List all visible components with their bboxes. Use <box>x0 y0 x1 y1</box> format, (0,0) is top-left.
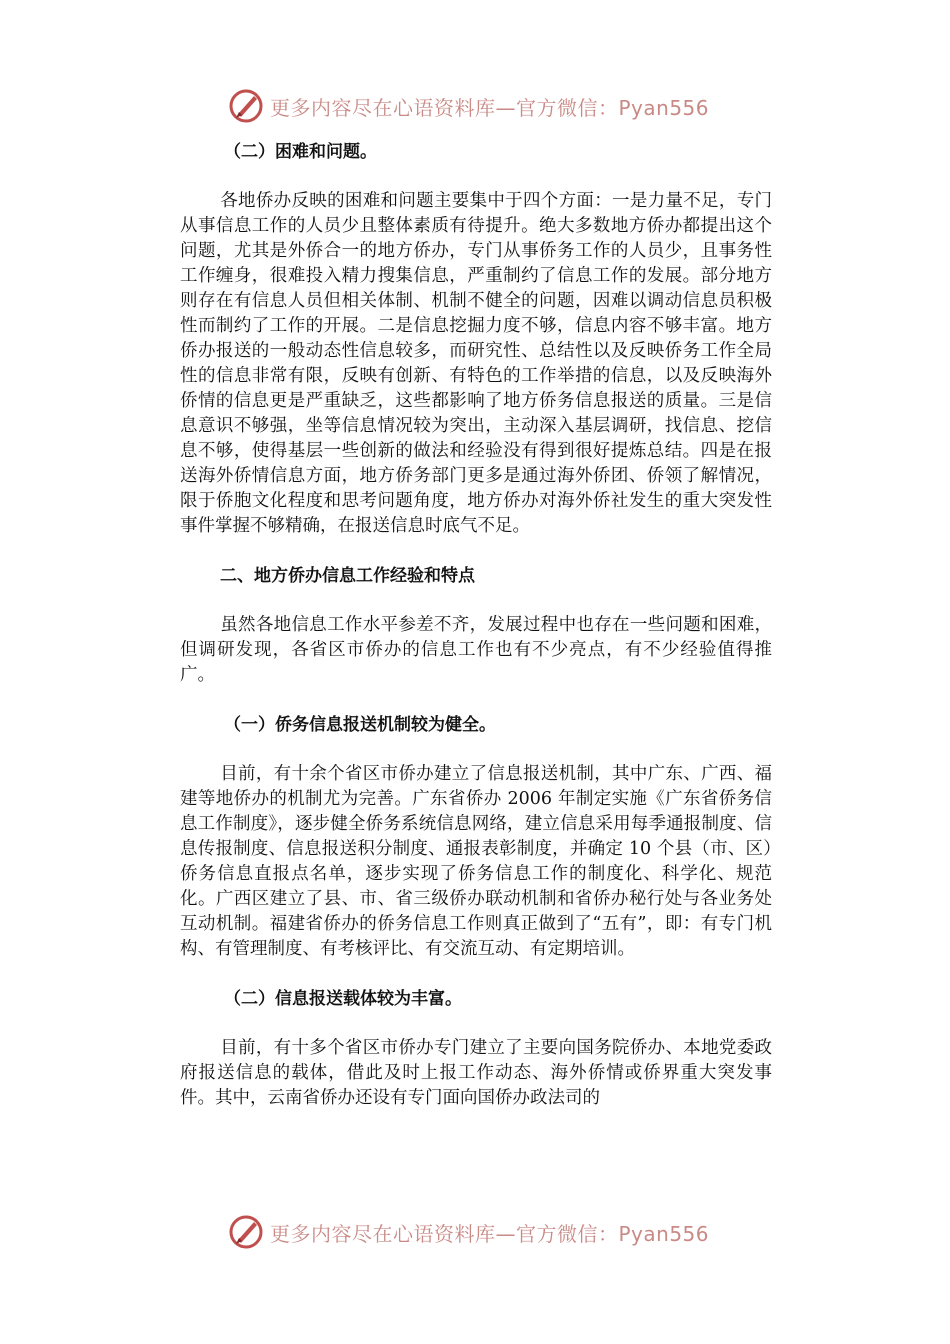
watermark-text: 更多内容尽在心语资料库—官方微信：Pyan556 <box>270 95 710 120</box>
document-body <box>180 140 772 1111</box>
section-heading-experience: 二、地方侨办信息工作经验和特点 <box>220 566 475 586</box>
pen-seal-icon <box>228 88 264 124</box>
section-heading-difficulties: （二）困难和问题。 <box>224 142 377 162</box>
paragraph-mechanism: 目前，有十余个省区市侨办建立了信息报送机制，其中广东、广西、福建等地侨办的机制尤为完善。广东省侨办 2006 年制定实施《广东省侨务信息工作制度》，逐步健全侨务系统信息网络，建立信息采用每季通报制度、信息传报制度、信息报送积分制度、通报表彰制度，并确定 10 个县（市、区）侨务信息直报点名单，逐步实现了侨务信息工作的制度化、科学化、规范化。广西区建立了县、市、省三级侨办联动机制和省侨办秘行处与各业务处互动机制。福建省侨办的侨务信息工作则真正做到了“五有”，即：有专门机构、有管理制度、有考核评比、有交流互动、有定期培训。 <box>180 764 772 959</box>
watermark-top <box>228 86 709 126</box>
section-heading-carriers: （二）信息报送载体较为丰富。 <box>224 989 462 1009</box>
pen-seal-icon <box>228 1214 264 1250</box>
paragraph-experience-intro: 虽然各地信息工作水平参差不齐，发展过程中也存在一些问题和困难，但调研发现，各省区市侨办的信息工作也有不少亮点，有不少经验值得推广。 <box>180 615 772 685</box>
watermark-bottom <box>228 1212 709 1252</box>
paragraph-carriers: 目前，有十多个省区市侨办专门建立了主要向国务院侨办、本地党委政府报送信息的载体，借此及时上报工作动态、海外侨情或侨界重大突发事件。其中，云南省侨办还设有专门面向国侨办政法司的 <box>180 1038 772 1108</box>
section-heading-mechanism: （一）侨务信息报送机制较为健全。 <box>224 715 496 735</box>
watermark-text: 更多内容尽在心语资料库—官方微信：Pyan556 <box>270 1221 710 1246</box>
paragraph-difficulties: 各地侨办反映的困难和问题主要集中于四个方面：一是力量不足，专门从事信息工作的人员少且整体素质有待提升。绝大多数地方侨办都提出这个问题，尤其是外侨合一的地方侨办，专门从事侨务工作的人员少，且事务性工作缠身，很难投入精力搜集信息，严重制约了信息工作的发展。部分地方则存在有信息人员但相关体制、机制不健全的问题，因难以调动信息员积极性而制约了工作的开展。二是信息挖掘力度不够，信息内容不够丰富。地方侨办报送的一般动态性信息较多，而研究性、总结性以及反映侨务工作全局性的信息非常有限，反映有创新、有特色的工作举措的信息，以及反映海外侨情的信息更是严重缺乏，这些都影响了地方侨务信息报送的质量。三是信息意识不够强，坐等信息情况较为突出，主动深入基层调研，找信息、挖信息不够，使得基层一些创新的做法和经验没有得到很好提炼总结。四是在报送海外侨情信息方面，地方侨务部门更多是通过海外侨团、侨领了解情况，限于侨胞文化程度和思考问题角度，地方侨办对海外侨社发生的重大突发性事件掌握不够精确，在报送信息时底气不足。 <box>180 191 772 536</box>
